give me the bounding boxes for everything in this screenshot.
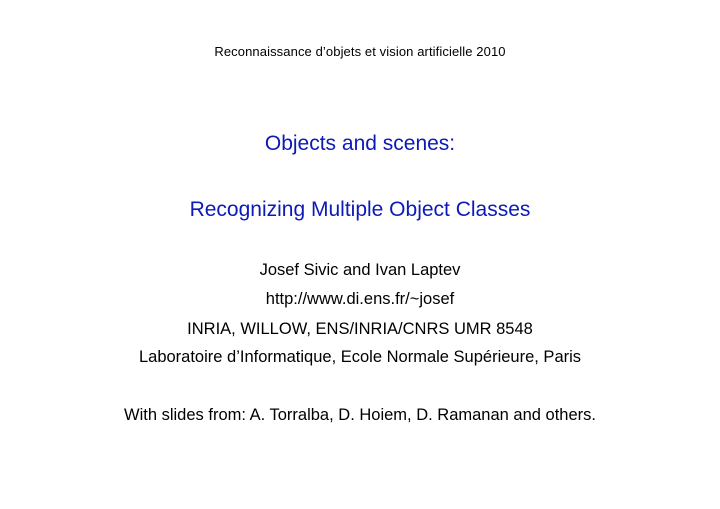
slide-credits: With slides from: A. Torralba, D. Hoiem, D. Ramanan and others.: [124, 406, 596, 424]
author-url: http://www.di.ens.fr/~josef: [265, 290, 455, 308]
author-names: Josef Sivic and Ivan Laptev: [259, 261, 461, 279]
slide-title-line-1: Objects and scenes:: [264, 132, 456, 155]
course-header: Reconnaissance d’objets et vision artificielle 2010: [214, 44, 506, 59]
laboratory: Laboratoire d’Informatique, Ecole Normale Supérieure, Paris: [138, 348, 582, 366]
slide-title-line-2: Recognizing Multiple Object Classes: [189, 198, 531, 221]
affiliation: INRIA, WILLOW, ENS/INRIA/CNRS UMR 8548: [187, 320, 533, 338]
